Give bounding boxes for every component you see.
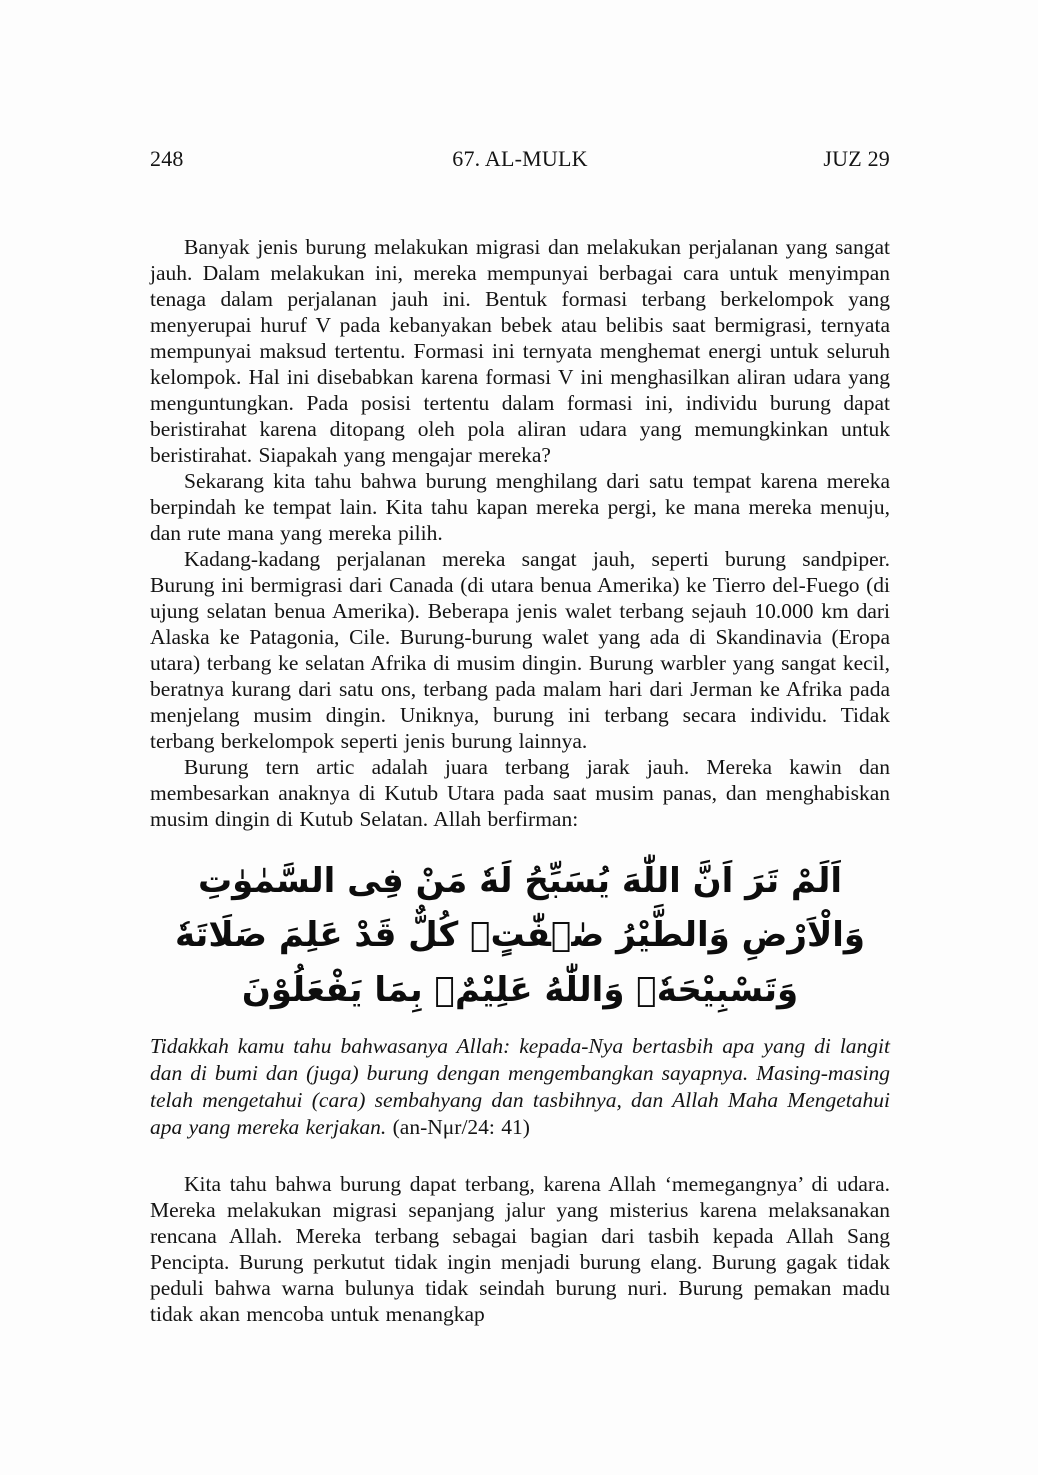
verse-translation	[150, 1033, 890, 1141]
verse-reference: (an-Nμr/24: 41)	[386, 1115, 530, 1140]
arabic-verse-line-2: وَتَسْبِيْحَهٗۗ وَاللّٰهُ عَلِيْمٌۢ بِمَا يَفْعَلُوْنَ	[241, 969, 799, 1010]
paragraph-bird-migration: Banyak jenis burung melakukan migrasi dan melakukan perjalanan yang sangat jauh. Dalam melakukan ini, mereka mempunyai berbagai cara untuk menyimpan tenaga dalam perjalanan jauh ini. Bentuk formasi terbang berkelompok yang menyerupai huruf V pada kebanyakan bebek atau belibis saat bermigrasi, ternyata mempunyai maksud tertentu. Formasi ini ternyata menghemat energi untuk seluruh kelompok. Hal ini disebabkan karena formasi V ini menghasilkan aliran udara yang menguntungkan. Pada posisi tertentu dalam formasi ini, individu burung dapat beristirahat karena ditopang oleh pola aliran udara yang memungkinkan untuk beristirahat. Siapakah yang mengajar mereka?	[150, 235, 890, 467]
quran-verse-arabic	[150, 854, 890, 1017]
arabic-verse-line-1: اَلَمْ تَرَ اَنَّ اللّٰهَ يُسَبِّحُ لَهٗ مَنْ فِى السَّمٰوٰتِ وَالْاَرْضِ وَالطَّيْرُ صٰۤفّٰتٍۗ كُلٌّ قَدْ عَلِمَ صَلَاتَهٗ	[174, 861, 866, 956]
juz-label: JUZ 29	[823, 146, 890, 171]
paragraph-long-journeys: Kadang-kadang perjalanan mereka sangat jauh, seperti burung sandpiper. Burung ini bermigrasi dari Canada (di utara benua Amerika) ke Tierro del-Fuego (di ujung selatan benua Amerika). Beberapa jenis walet terbang sejauh 10.000 km dari Alaska ke Patagonia, Cile. Burung-burung walet yang ada di Skandinavia (Eropa utara) terbang ke selatan Afrika di musim dingin. Burung warbler yang sangat kecil, beratnya kurang dari satu ons, terbang pada malam hari dari Jerman ke Afrika pada menjelang musim dingin. Uniknya, burung ini terbang secara individu. Tidak terbang berkelompok seperti jenis burung lainnya.	[150, 547, 890, 753]
page-header	[150, 146, 890, 172]
paragraph-birds-disappear: Sekarang kita tahu bahwa burung menghilang dari satu tempat karena mereka berpindah ke tempat lain. Kita tahu kapan mereka pergi, ke mana mereka menuju, dan rute mana yang mereka pilih.	[150, 469, 890, 545]
page-number: 248	[150, 146, 184, 171]
page-body	[150, 234, 890, 1327]
chapter-title: 67. AL-MULK	[452, 146, 588, 171]
translation-italic-text: Tidakkah kamu tahu bahwasanya Allah: kepada-Nya bertasbih apa yang di langit dan di bumi dan (juga) burung dengan mengembangkan sayapnya. Masing-masing telah mengetahui (cara) sembahyang dan tasbihnya, dan Allah Maha Mengetahui apa yang mereka kerjakan.	[150, 1034, 890, 1140]
paragraph-birds-tasbih: Kita tahu bahwa burung dapat terbang, karena Allah ‘memegangnya’ di udara. Mereka melakukan migrasi sepanjang jalur yang misterius karena melaksanakan rencana Allah. Mereka terbang sebagai bagian dari tasbih kepada Allah Sang Pencipta. Burung perkutut tidak ingin menjadi burung elang. Burung gagak tidak peduli bahwa warna bulunya tidak seindah burung nuri. Burung pemakan madu tidak akan mencoba untuk menangkap	[150, 1172, 890, 1327]
paragraph-arctic-tern: Burung tern artic adalah juara terbang jarak jauh. Mereka kawin dan membesarkan anaknya di Kutub Utara pada saat musim panas, dan menghabiskan musim dingin di Kutub Selatan. Allah berfirman:	[150, 755, 890, 831]
